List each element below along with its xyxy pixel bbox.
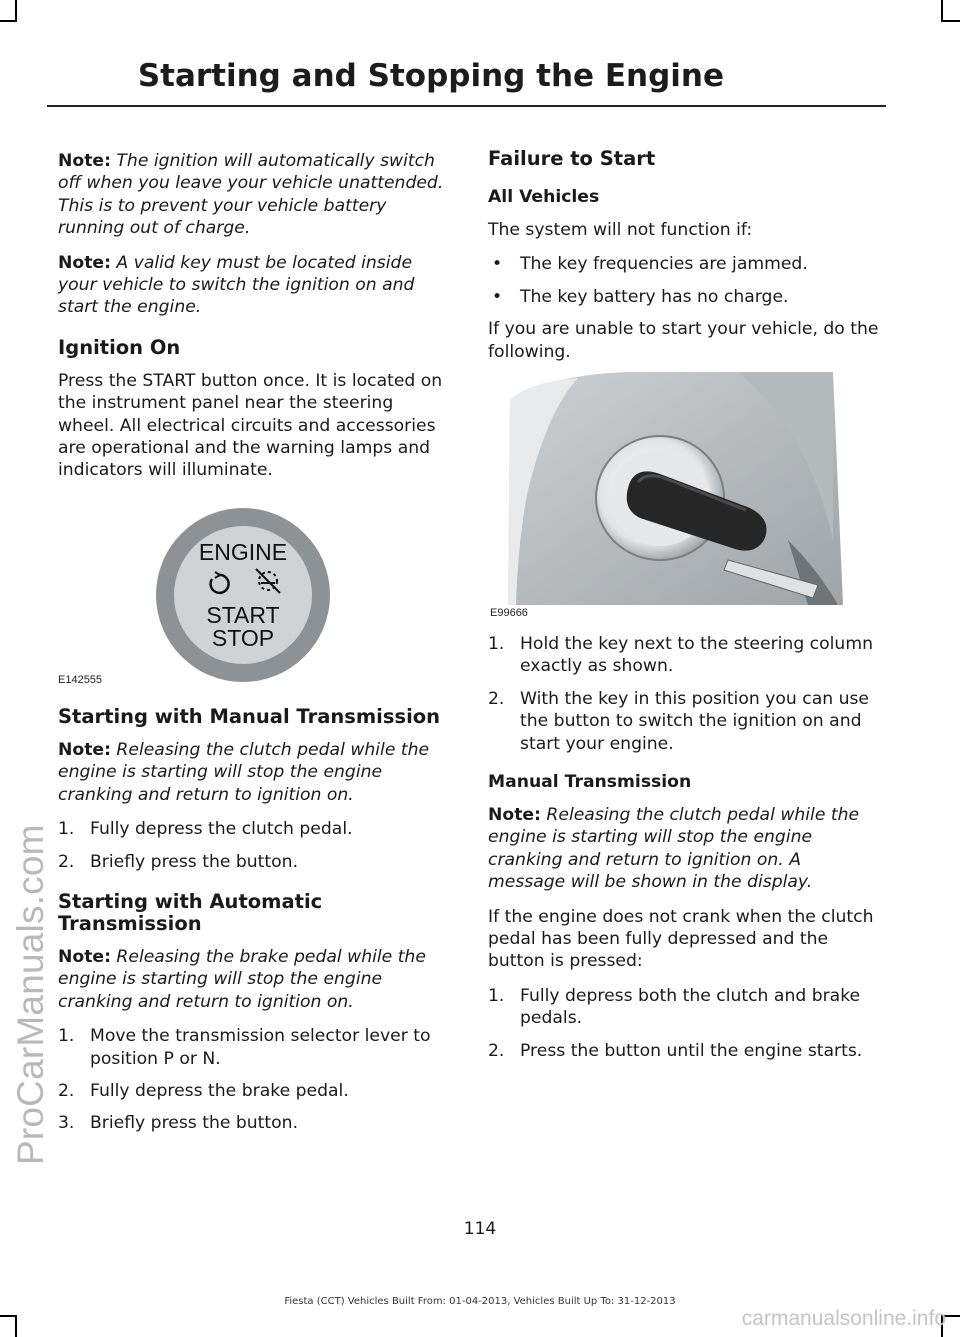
right-column [488, 148, 883, 375]
bullet-dot: • [492, 254, 503, 275]
list-number: 1. [488, 985, 505, 1006]
note-paragraph [58, 252, 448, 319]
list-number: 3. [58, 1113, 75, 1134]
section-heading: Ignition On [58, 335, 181, 359]
crop-mark [941, 0, 943, 22]
right-column-lower [488, 633, 883, 1072]
bullet-item [488, 253, 883, 275]
bullet-dot: • [492, 286, 503, 307]
footer-watermark: carmanualsonline.info [741, 1307, 946, 1330]
crop-mark [0, 20, 16, 22]
section-heading: Starting with Automatic Transmission [58, 890, 323, 936]
subsection-heading: Manual Transmission [488, 772, 692, 793]
crop-mark [15, 0, 17, 22]
note-text: Releasing the clutch pedal while the engine is starting will stop the engine cranking and return to ignition on. [58, 740, 430, 805]
button-line-stop: STOP [211, 625, 275, 651]
list-text: Move the transmission selector lever to position P or N. [90, 1026, 431, 1069]
note-label: Note: [58, 151, 111, 171]
note-label: Note: [58, 947, 111, 968]
engine-start-stop-button-icon [58, 505, 348, 685]
list-text: Briefly press the button. [90, 851, 299, 872]
note-paragraph [488, 804, 883, 894]
note-paragraph [58, 739, 448, 806]
note-text: Releasing the clutch pedal while the engine is starting will stop the engine cranking and return to ignition on. A message will be shown in the display. [488, 805, 860, 893]
note-label: Note: [488, 805, 541, 826]
note-text: A valid key must be located inside your vehicle to switch the ignition on and start the engine. [58, 252, 415, 318]
note-text: The ignition will automatically switch off when you leave your vehicle unattended. This is to prevent your vehicle battery running out of charge. [58, 151, 444, 239]
left-column-lower [58, 706, 448, 1145]
body-paragraph: The system will not function if: [488, 220, 753, 240]
watermark: ProCarManuals.com [10, 824, 51, 1165]
crop-mark [0, 1315, 16, 1317]
list-number: 1. [58, 819, 75, 840]
note-text: Releasing the brake pedal while the engine is starting will stop the engine cranking and return to ignition on. [58, 947, 426, 1012]
list-item [58, 818, 448, 840]
figure-id: E99666 [490, 607, 528, 619]
body-paragraph: If you are unable to start your vehicle, do the following. [488, 319, 879, 362]
note-paragraph [58, 150, 448, 240]
button-line-engine: ENGINE [198, 539, 288, 565]
list-item [58, 1080, 448, 1102]
list-text: Fully depress the brake pedal. [90, 1081, 349, 1102]
button-line-start: START [206, 602, 280, 628]
list-text: Briefly press the button. [90, 1113, 299, 1134]
note-label: Note: [58, 740, 111, 760]
bullet-text: The key frequencies are jammed. [520, 254, 808, 275]
list-number: 2. [488, 688, 505, 709]
subsection-heading: All Vehicles [488, 187, 600, 207]
body-paragraph: Press the START button once. It is located on the instrument panel near the steering wheel. All electrical circuits and accessories are operational and the warning lamps and indicators will illuminate. [58, 370, 443, 481]
list-text: Fully depress the clutch pedal. [90, 819, 353, 840]
list-text: Fully depress both the clutch and brake pedals. [520, 985, 861, 1029]
list-text: Press the button until the engine starts. [520, 1040, 863, 1061]
figure-id: E142555 [58, 674, 103, 685]
key-figure [488, 370, 848, 620]
note-label: Note: [58, 252, 111, 273]
page-title: Starting and Stopping the Engine [137, 58, 724, 94]
list-number: 2. [58, 1081, 75, 1102]
list-number: 1. [488, 634, 505, 654]
engine-button-figure [58, 505, 348, 685]
footer-text: Fiesta (CCT) Vehicles Built From: 01-04-2013, Vehicles Built Up To: 31-12-2013 [284, 1296, 676, 1307]
crop-mark [943, 20, 960, 22]
key-fob-steering-column-icon [488, 370, 848, 620]
left-column [58, 150, 448, 494]
crop-mark [15, 1315, 17, 1337]
section-heading: Starting with Manual Transmission [58, 705, 441, 728]
list-item [488, 1040, 883, 1062]
list-item [488, 688, 883, 755]
list-item [58, 1112, 448, 1134]
bullet-text: The key battery has no charge. [520, 286, 789, 307]
list-item [58, 1025, 448, 1070]
page-number: 114 [463, 1219, 497, 1239]
list-text: Hold the key next to the steering column exactly as shown. [520, 634, 873, 677]
bullet-item [488, 286, 883, 308]
section-heading: Failure to Start [488, 147, 656, 170]
list-number: 2. [58, 851, 75, 872]
list-item [488, 985, 883, 1030]
list-number: 1. [58, 1026, 75, 1047]
list-item [58, 851, 448, 873]
list-text: With the key in this position you can use the button to switch the ignition on and start your engine. [520, 688, 870, 754]
list-item [488, 633, 883, 678]
header-rule [47, 105, 886, 107]
list-number: 2. [488, 1040, 505, 1061]
body-paragraph: If the engine does not crank when the clutch pedal has been fully depressed and the button is pressed: [488, 906, 874, 972]
note-paragraph [58, 946, 448, 1013]
